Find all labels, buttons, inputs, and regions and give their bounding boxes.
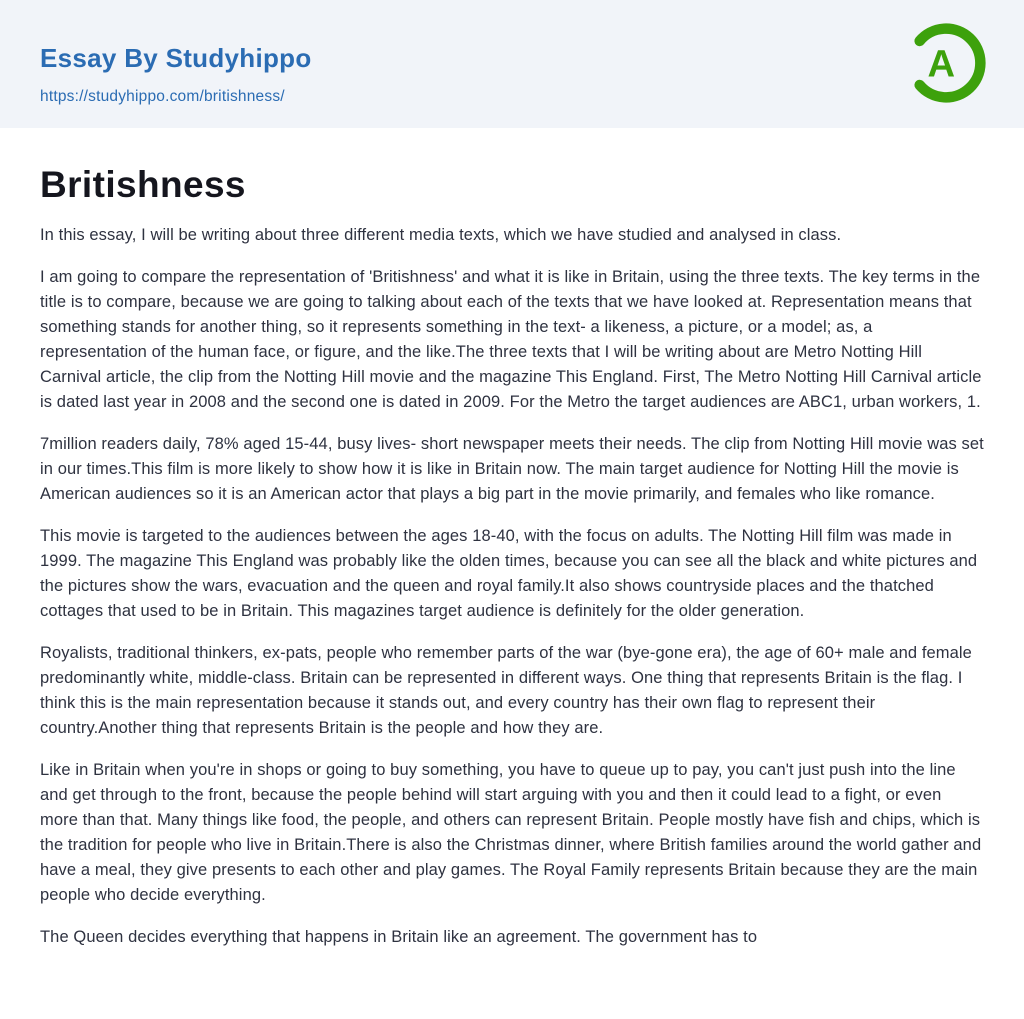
essay-body	[40, 223, 984, 950]
essay-paragraph: This movie is targeted to the audiences between the ages 18-40, with the focus on adults. The Notting Hill film was made in 1999. The magazine This England was probably like the olden times, because you can see all the black and white pictures and the pictures show the wars, evacuation and the queen and royal family.It also shows countryside places and the thatched cottages that used to be in Britain. This magazines target audience is definitely for the older generation.	[40, 526, 978, 620]
page-header	[0, 0, 1024, 128]
studyhippo-logo	[904, 21, 988, 105]
essay-paragraph: The Queen decides everything that happens in Britain like an agreement. The government has to	[40, 927, 758, 946]
essay-paragraph: Like in Britain when you're in shops or going to buy something, you have to queue up to pay, you can't just push into the line and get through to the front, because the people behind will start arguing with you and then it could lead to a fight, or even more than that. Many things like food, the people, and others can represent Britain. People mostly have fish and chips, which is the tradition for people who live in Britain.There is also the Christmas dinner, where British families around the world gather and have a meal, they give presents to each other and play games. The Royal Family represents Britain because they are the main people who decide everything.	[40, 760, 982, 904]
essay-paragraph: Royalists, traditional thinkers, ex-pats, people who remember parts of the war (bye-gone era), the age of 60+ male and female predominantly white, middle-class. Britain can be represented in different ways. One thing that represents Britain is the flag. I think this is the main representation because it stands out, and every country has their own flag to represent their country.Another thing that represents Britain is the people and how they are.	[40, 643, 972, 737]
source-url-link[interactable]: https://studyhippo.com/britishness/	[40, 87, 285, 105]
essay-paragraph: I am going to compare the representation of 'Britishness' and what it is like in Britain, using the three texts. The key terms in the title is to compare, because we are going to talking about each of the texts that we have looked at. Representation means that something stands for another thing, so it represents something in the text- a likeness, a picture, or a model; as, a representation of the human face, or figure, and the like.The three texts that I will be writing about are Metro Notting Hill Carnival article, the clip from the Notting Hill movie and the magazine This England. First, The Metro Notting Hill Carnival article is dated last year in 2008 and the second one is dated in 2009. For the Metro the target audiences are ABC1, urban workers, 1.	[40, 267, 982, 411]
essay-paragraph: 7million readers daily, 78% aged 15-44, busy lives- short newspaper meets their needs. The clip from Notting Hill movie was set in our times.This film is more likely to show how it is like in Britain now. The main target audience for Notting Hill the movie is American audiences so it is an American actor that plays a big part in the movie primarily, and females who like romance.	[40, 434, 984, 503]
essay-paragraph: In this essay, I will be writing about three different media texts, which we have studied and analysed in class.	[40, 225, 842, 244]
logo-letter: A	[927, 42, 956, 86]
essay-title: Britishness	[40, 164, 246, 205]
site-title: Essay By Studyhippo	[40, 43, 312, 73]
article-content	[0, 128, 1024, 950]
